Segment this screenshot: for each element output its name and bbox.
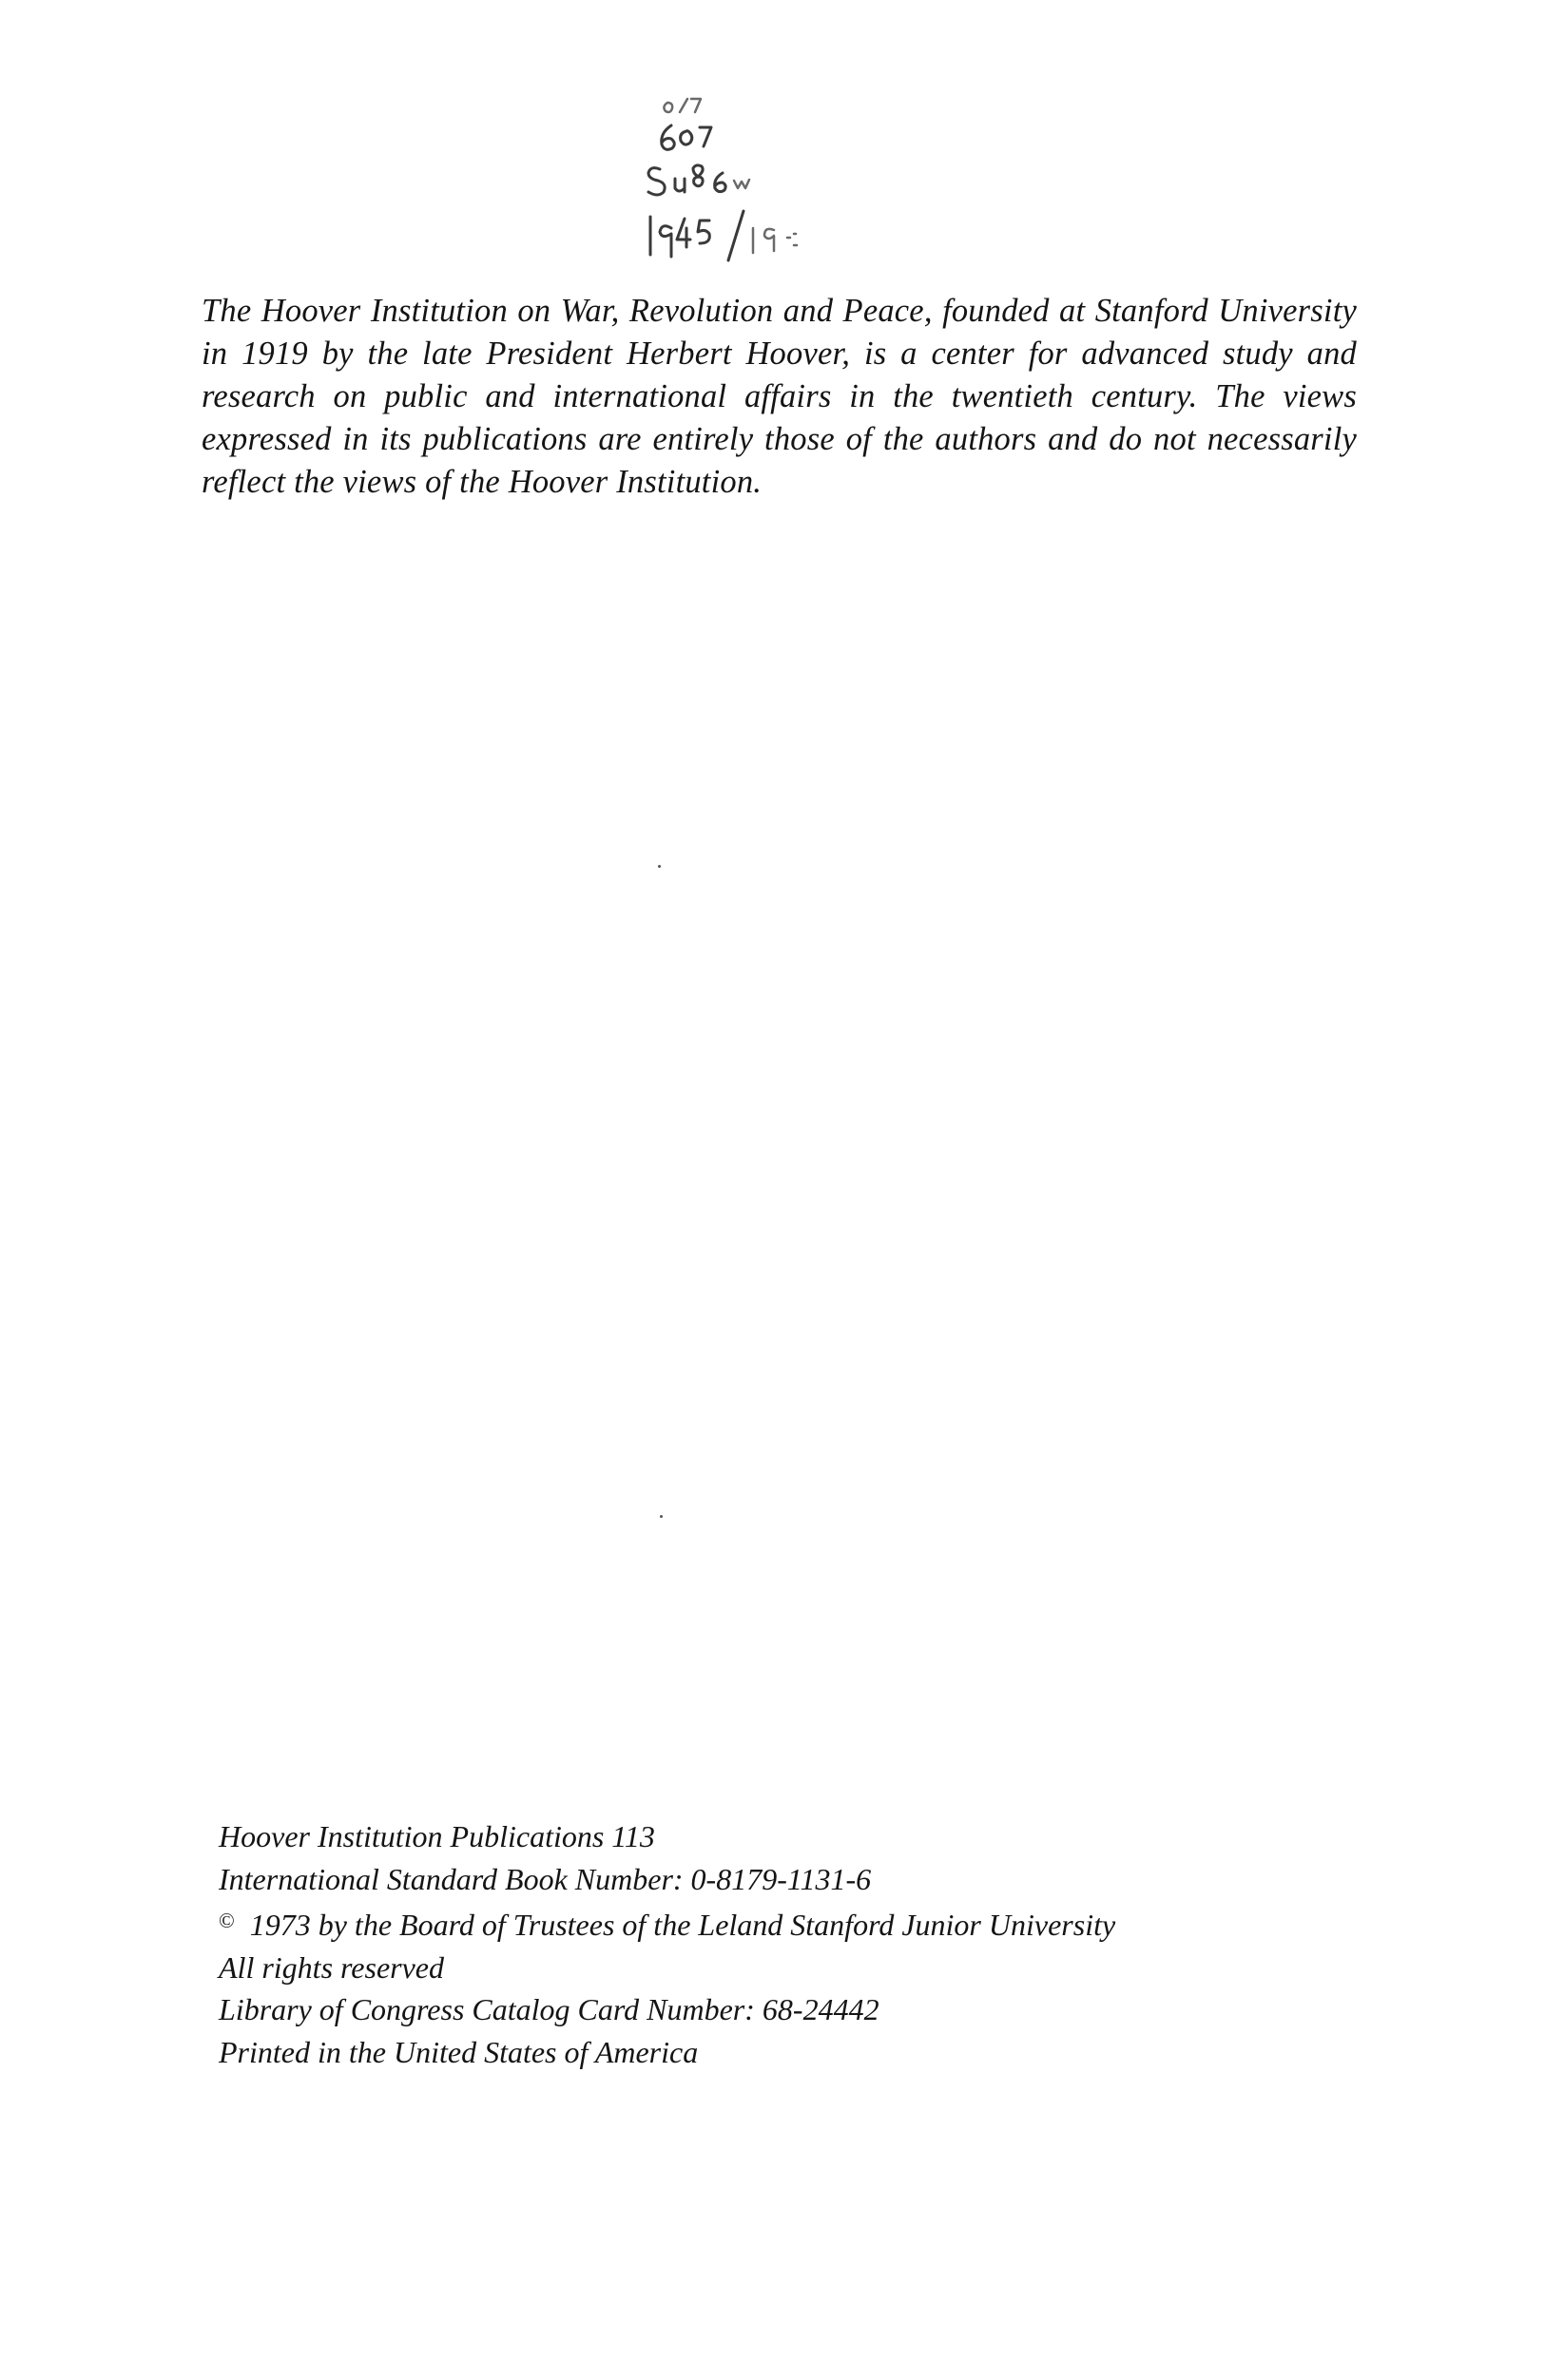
copyright-symbol: © — [219, 1909, 235, 1932]
isbn-line: International Standard Book Number: 0-8179-1131-6 — [219, 1861, 872, 1896]
printed-line: Printed in the United States of America — [219, 2034, 699, 2069]
handwritten-call-number — [628, 86, 913, 276]
print-speck — [660, 1515, 663, 1518]
series-line: Hoover Institution Publications 113 — [219, 1819, 655, 1853]
institution-statement: The Hoover Institution on War, Revolution and Peace, founded at Stanford University in 1919 by the late President Herbert Hoover, is a center for advanced study and research on public and international affairs in the twentieth century. The views expressed in its publications are entirely those of the authors and do not necessarily reflect the views of the Hoover Institution. — [202, 293, 1357, 500]
colophon — [219, 1815, 1360, 2073]
rights-line: All rights reserved — [219, 1949, 444, 1985]
print-speck — [658, 865, 661, 868]
copyright-text: 1973 by the Board of Trustees of the Leland Stanford Junior University — [249, 1908, 1116, 1942]
handwritten-call-number-drawing — [628, 86, 913, 276]
copyright-line — [219, 1900, 1360, 1947]
lccn-line: Library of Congress Catalog Card Number: 68-24442 — [219, 1992, 879, 2026]
